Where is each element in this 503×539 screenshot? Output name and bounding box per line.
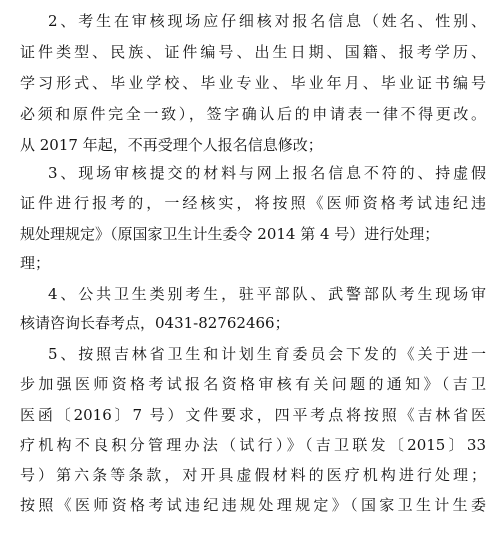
text-line: 按照《医师资格考试违纪违规处理规定》（国家卫生计生委 xyxy=(20,496,486,514)
text-line: 核请咨询长春考点，0431-82762466； xyxy=(20,314,290,332)
text-line: 从 2017 年起，不再受理个人报名信息修改； xyxy=(20,136,323,154)
text-line: 必须和原件完全一致），签字确认后的申请表一律不得更改。 xyxy=(20,105,486,123)
text-line: 疗机构不良积分管理办法（试行）》（吉卫联发〔2015〕33 xyxy=(20,436,486,454)
text-line: 步加强医师资格考试报名资格审核有关问题的通知》（吉卫 xyxy=(20,375,486,393)
text-line: 2、考生在审核现场应仔细核对报名信息（姓名、性别、 xyxy=(48,12,486,30)
text-line: 3、现场审核提交的材料与网上报名信息不符的、持虚假 xyxy=(48,164,486,182)
text-line: 4、公共卫生类别考生，驻平部队、武警部队考生现场审 xyxy=(48,285,486,303)
text-line: 证件类型、民族、证件编号、出生日期、国籍、报考学历、 xyxy=(20,43,486,61)
text-line: 证件进行报考的，一经核实，将按照《医师资格考试违纪违 xyxy=(20,194,486,212)
text-line: 医函〔2016〕7 号）文件要求，四平考点将按照《吉林省医 xyxy=(20,406,486,424)
text-line: 规处理规定》（原国家卫生计生委令 2014 第 4 号）进行处理； xyxy=(20,225,440,243)
text-line: 5、按照吉林省卫生和计划生育委员会下发的《关于进一 xyxy=(48,345,486,363)
text-line: 号）第六条等条款，对开具虚假材料的医疗机构进行处理； xyxy=(20,466,486,484)
text-line: 理； xyxy=(20,254,51,272)
text-line: 学习形式、毕业学校、毕业专业、毕业年月、毕业证书编号 xyxy=(20,74,486,92)
